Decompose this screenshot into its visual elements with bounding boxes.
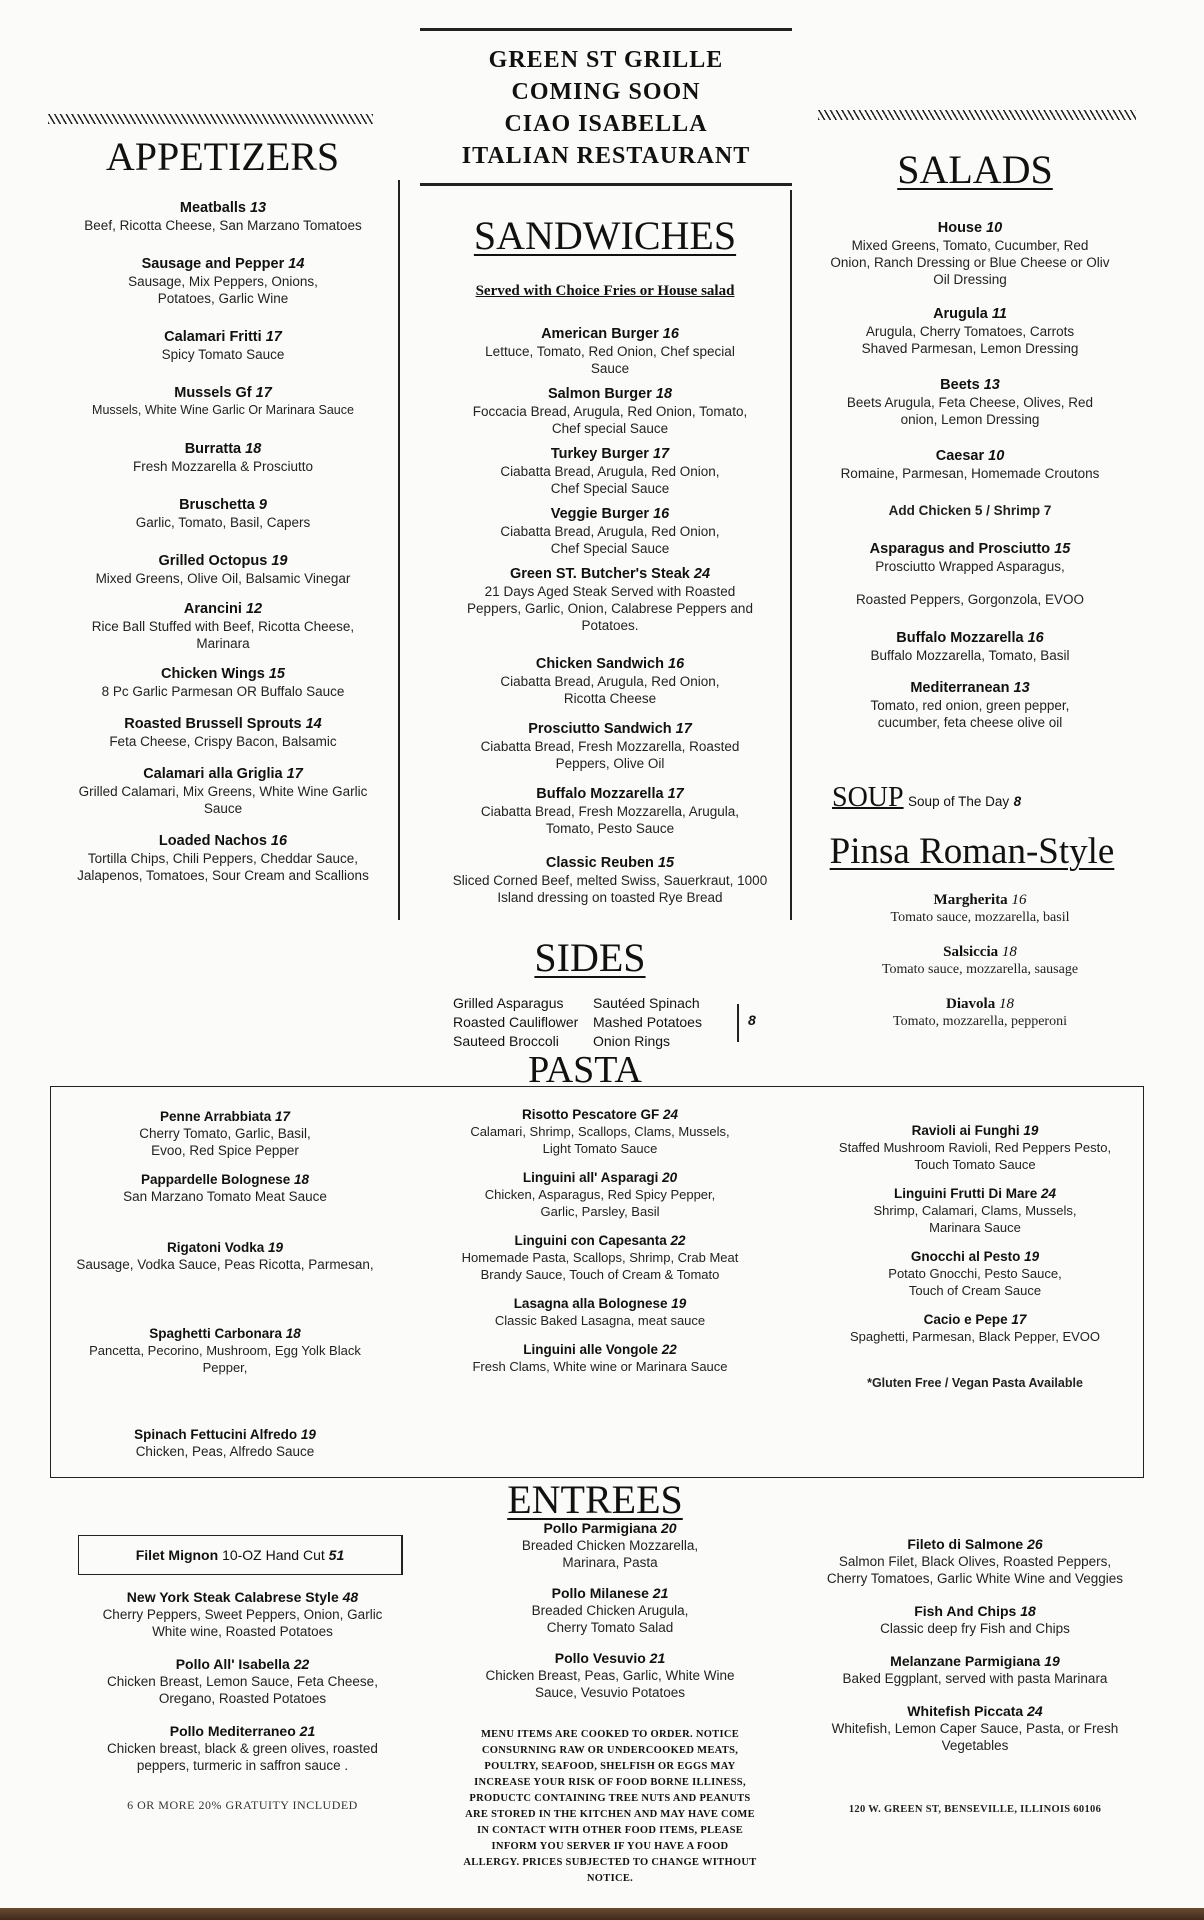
- filet-desc: 10-OZ Hand Cut: [222, 1547, 325, 1563]
- appetizer-item: Grilled Octopus 19 Mixed Greens, Olive Oil, Balsamic Vinegar: [95, 553, 351, 586]
- appetizers-title: APPETIZERS: [105, 134, 340, 179]
- sandwich-item: Green ST. Butcher's Steak 24 21 Days Aged Steak Served with Roasted Peppers, Garlic, Onion, Calabrese Peppers and Potatoes.: [467, 566, 753, 633]
- pinsa-list: [830, 892, 1130, 1044]
- salad-item: House 10 Mixed Greens, Tomato, Cucumber, Red Onion, Ranch Dressing or Blue Cheese or Oliv Oil Dressing: [830, 220, 1110, 287]
- left-divider: [398, 180, 400, 920]
- appetizer-item: Meatballs 13 Beef, Ricotta Cheese, San Marzano Tomatoes: [84, 200, 362, 233]
- filet-name: Filet Mignon: [135, 1547, 219, 1563]
- sandwich-item: Salmon Burger 18 Foccacia Bread, Arugula, Red Onion, Tomato, Chef special Sauce: [472, 386, 748, 436]
- pasta-title: PASTA: [528, 1049, 642, 1091]
- sandwich-item: Classic Reuben 15 Sliced Corned Beef, melted Swiss, Sauerkraut, 1000 Island dressing on toasted Rye Bread: [452, 855, 768, 905]
- entree-item: Pollo Parmigiana 20 Breaded Chicken Mozzarella, Marinara, Pasta: [521, 1520, 699, 1570]
- sandwich-item: Buffalo Mozzarella 17 Ciabatta Bread, Fresh Mozzarella, Arugula, Tomato, Pesto Sauce: [480, 786, 740, 836]
- entrees-col-3: [820, 1536, 1130, 1815]
- entree-item: New York Steak Calabrese Style 48 Cherry Peppers, Sweet Peppers, Onion, Garlic White wine, Roasted Potatoes: [102, 1589, 383, 1639]
- pasta-item: Linguini all' Asparagi 20 Chicken, Asparagus, Red Spicy Pepper, Garlic, Parsley, Basil: [484, 1170, 716, 1219]
- filet-box: [78, 1535, 403, 1575]
- entrees-col-1: [70, 1589, 415, 1813]
- appetizer-item: Chicken Wings 15 8 Pc Garlic Parmesan OR Buffalo Sauce: [101, 666, 345, 699]
- appetizers-hatch: [48, 114, 373, 124]
- brand-line-4: ITALIAN RESTAURANT: [461, 143, 751, 169]
- pasta-col-2: [455, 1106, 745, 1389]
- sandwiches-title: SANDWICHES: [473, 213, 737, 258]
- entree-item: Pollo Milanese 21 Breaded Chicken Arugula, Cherry Tomato Salad: [531, 1585, 689, 1635]
- side-item: Sautéed Spinach: [593, 995, 700, 1011]
- salad-item: Beets 13 Beets Arugula, Feta Cheese, Olives, Red onion, Lemon Dressing: [846, 377, 1094, 427]
- address: 120 W. GREEN ST, BENSEVILLE, ILLINOIS 60106: [848, 1804, 1102, 1815]
- appetizer-item: Calamari alla Griglia 17 Grilled Calamari, Mix Greens, White Wine Garlic Sauce: [78, 766, 368, 816]
- pasta-item: Pappardelle Bolognese 18 San Marzano Tomato Meat Sauce: [123, 1172, 327, 1204]
- brand-line-2: COMING SOON: [511, 79, 701, 105]
- sides-price: 8: [748, 1012, 756, 1028]
- table-edge: [0, 1908, 1204, 1920]
- entree-item: Fileto di Salmone 26 Salmon Filet, Black Olives, Roasted Peppers, Cherry Tomatoes, Garlic White Wine and Veggies: [826, 1536, 1124, 1586]
- pasta-item: Linguini con Capesanta 22 Homemade Pasta, Scallops, Shrimp, Crab Meat Brandy Sauce, Touch of Cream & Tomato: [461, 1233, 739, 1282]
- salad-addon: Add Chicken 5 / Shrimp 7: [888, 503, 1052, 518]
- side-item: Onion Rings: [593, 1033, 671, 1049]
- pinsa-title: Pinsa Roman-Style: [829, 831, 1115, 872]
- pasta-item: Linguini Frutti Di Mare 24 Shrimp, Calamari, Clams, Mussels, Marinara Sauce: [873, 1186, 1077, 1235]
- appetizer-item: Burratta 18 Fresh Mozzarella & Prosciutto: [132, 441, 314, 474]
- pasta-item: Risotto Pescatore GF 24 Calamari, Shrimp, Scallops, Clams, Mussels, Light Tomato Sauce: [470, 1107, 730, 1156]
- salad-item: Mediterranean 13 Tomato, red onion, green pepper, cucumber, feta cheese olive oil: [870, 680, 1070, 730]
- gratuity-note: 6 OR MORE 20% GRATUITY INCLUDED: [127, 1798, 358, 1812]
- appetizer-item: Bruschetta 9 Garlic, Tomato, Basil, Capers: [135, 497, 311, 530]
- sides-list: [453, 994, 733, 1051]
- pasta-gluten-note: *Gluten Free / Vegan Pasta Available: [867, 1376, 1083, 1390]
- entree-item: Fish And Chips 18 Classic deep fry Fish and Chips: [880, 1603, 1070, 1636]
- pinsa-item: Diavola 18 Tomato, mozzarella, pepperoni: [893, 996, 1067, 1029]
- pasta-item: Spaghetti Carbonara 18 Pancetta, Pecorino, Mushroom, Egg Yolk Black Pepper,: [89, 1326, 361, 1375]
- appetizer-item: Mussels Gf 17 Mussels, White Wine Garlic Or Marinara Sauce: [92, 385, 354, 417]
- entree-item: Pollo Mediterraneo 21 Chicken breast, black & green olives, roasted peppers, turmeric in saffron sauce .: [107, 1723, 378, 1773]
- pasta-item: Lasagna alla Bolognese 19 Classic Baked Lasagna, meat sauce: [494, 1296, 706, 1328]
- sandwich-item: Veggie Burger 16 Ciabatta Bread, Arugula, Red Onion, Chef Special Sauce: [500, 506, 720, 556]
- side-item: Grilled Asparagus: [453, 995, 564, 1011]
- side-item: Sauteed Broccoli: [453, 1033, 559, 1049]
- sandwiches-list: [450, 326, 770, 920]
- pasta-item: Penne Arrabbiata 17 Cherry Tomato, Garlic, Basil, Evoo, Red Spice Pepper: [139, 1109, 311, 1158]
- entrees-title: ENTREES: [507, 1477, 683, 1522]
- sandwich-item: Turkey Burger 17 Ciabatta Bread, Arugula, Red Onion, Chef Special Sauce: [500, 446, 720, 496]
- salads-hatch: [818, 110, 1136, 120]
- pinsa-item: Salsiccia 18 Tomato sauce, mozzarella, sausage: [881, 944, 1079, 977]
- brand-header: [420, 44, 792, 172]
- entree-item: Pollo All' Isabella 22 Chicken Breast, Lemon Sauce, Feta Cheese, Oregano, Roasted Potatoes: [107, 1656, 378, 1706]
- brand-bottom-rule: [420, 183, 792, 186]
- salads-title: SALADS: [897, 147, 1053, 192]
- sides-title: SIDES: [534, 935, 646, 980]
- salad-item: Buffalo Mozzarella 16 Buffalo Mozzarella, Tomato, Basil: [870, 630, 1070, 663]
- entree-item: Pollo Vesuvio 21 Chicken Breast, Peas, Garlic, White Wine Sauce, Vesuvio Potatoes: [485, 1650, 735, 1700]
- salad-item: Arugula 11 Arugula, Cherry Tomatoes, Carrots Shaved Parmesan, Lemon Dressing: [861, 306, 1079, 356]
- pasta-col-1: [65, 1108, 385, 1474]
- sandwich-item: American Burger 16 Lettuce, Tomato, Red Onion, Chef special Sauce: [485, 326, 735, 376]
- entrees-col-2: [455, 1520, 765, 1887]
- salad-asparagus-extra: Roasted Peppers, Gorgonzola, EVOO: [855, 592, 1085, 607]
- appetizer-item: Roasted Brussell Sprouts 14 Feta Cheese, Crispy Bacon, Balsamic: [109, 716, 337, 749]
- brand-line-1: GREEN ST GRILLE: [488, 47, 724, 73]
- sandwich-item: Chicken Sandwich 16 Ciabatta Bread, Arugula, Red Onion, Ricotta Cheese: [500, 656, 720, 706]
- salad-item: Caesar 10 Romaine, Parmesan, Homemade Croutons: [840, 448, 1100, 481]
- pasta-item: Ravioli ai Funghi 19 Staffed Mushroom Ravioli, Red Peppers Pesto, Touch Tomato Sauce: [838, 1123, 1112, 1172]
- side-item: Mashed Potatoes: [593, 1014, 702, 1030]
- salad-item: Asparagus and Prosciutto 15 Prosciutto Wrapped Asparagus,: [869, 541, 1071, 574]
- brand-line-3: CIAO ISABELLA: [504, 111, 708, 137]
- soup-price: 8: [1013, 794, 1022, 809]
- filet-price: 51: [328, 1547, 345, 1563]
- pinsa-item: Margherita 16 Tomato sauce, mozzarella, basil: [890, 892, 1070, 925]
- soup-title: SOUP: [832, 782, 904, 813]
- appetizers-list: [58, 200, 388, 898]
- sides-price-bar: [737, 1004, 739, 1042]
- soup-line: [832, 782, 1132, 814]
- appetizer-item: Sausage and Pepper 14 Sausage, Mix Peppers, Onions, Potatoes, Garlic Wine: [128, 256, 318, 306]
- allergy-notice: MENU ITEMS ARE COOKED TO ORDER. NOTICE CONSURNING RAW OR UNDERCOOKED MEATS, POULTRY, SEAFOOD, SHELFISH OR EGGS MAY INCREASE YOUR RISK OF FOOD BORNE ILLINESS, PRODUCTC CONTAINING TREE NUTS AND PEANUTS ARE STORED IN THE KITCHEN AND MAY HAVE COME IN CONTACT WITH OTHER FOOD ITEMS, PLEASE INFORM YOU SERVER IF YOU HAVE A FOOD ALLERGY. PRICES SUBJECTED TO CHANGE WITHOUT NOTICE.: [463, 1729, 757, 1884]
- pasta-col-3: [830, 1122, 1120, 1392]
- appetizer-item: Loaded Nachos 16 Tortilla Chips, Chili Peppers, Cheddar Sauce, Jalapenos, Tomatoes, Sour Cream and Scallions: [77, 833, 369, 883]
- pasta-item: Spinach Fettucini Alfredo 19 Chicken, Peas, Alfredo Sauce: [134, 1427, 316, 1459]
- entree-item: Whitefish Piccata 24 Whitefish, Lemon Caper Sauce, Pasta, or Fresh Vegetables: [831, 1703, 1119, 1753]
- pasta-item: Rigatoni Vodka 19 Sausage, Vodka Sauce, Peas Ricotta, Parmesan,: [76, 1240, 374, 1272]
- soup-desc: Soup of The Day: [908, 794, 1010, 809]
- appetizer-item: Calamari Fritti 17 Spicy Tomato Sauce: [161, 329, 285, 362]
- pasta-item: Linguini alle Vongole 22 Fresh Clams, White wine or Marinara Sauce: [472, 1342, 728, 1374]
- brand-top-rule: [420, 28, 792, 31]
- entree-item: Melanzane Parmigiana 19 Baked Eggplant, served with pasta Marinara: [842, 1653, 1108, 1686]
- sandwiches-subtitle: Served with Choice Fries or House salad: [475, 283, 735, 299]
- appetizer-item: Arancini 12 Rice Ball Stuffed with Beef, Ricotta Cheese, Marinara: [91, 601, 355, 651]
- pasta-item: Gnocchi al Pesto 19 Potato Gnocchi, Pesto Sauce, Touch of Cream Sauce: [888, 1249, 1062, 1298]
- pasta-item: Cacio e Pepe 17 Spaghetti, Parmesan, Black Pepper, EVOO: [849, 1312, 1101, 1344]
- side-item: Roasted Cauliflower: [453, 1014, 579, 1030]
- sandwich-item: Prosciutto Sandwich 17 Ciabatta Bread, Fresh Mozzarella, Roasted Peppers, Olive Oil: [480, 721, 740, 771]
- salads-list: [820, 220, 1120, 745]
